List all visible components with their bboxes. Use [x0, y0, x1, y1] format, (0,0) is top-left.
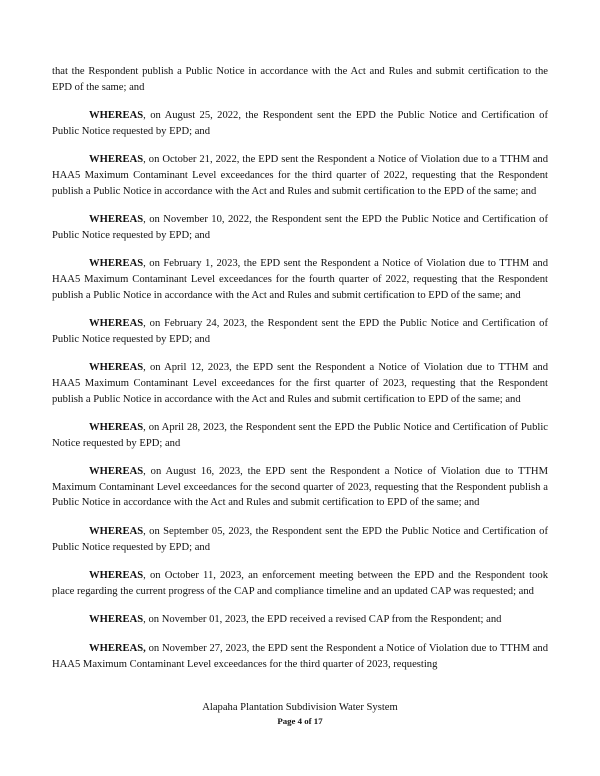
paragraph-text: , on October 21, 2022, the EPD sent the Respondent a Notice of Violation due to a TTHM and HAA5 Maximum Contaminant Level exceedances for the third quarter of 2022, requesting that the Respondent publish a Public Notice in accordance with the Act and Rules and submit certification to the EPD of the same; and: [52, 154, 548, 197]
paragraph: [52, 360, 548, 407]
paragraph: [52, 64, 548, 95]
document-body: [52, 64, 548, 685]
footer-system-name: Alapaha Plantation Subdivision Water System: [202, 702, 398, 713]
paragraph-keyword: WHEREAS: [89, 422, 144, 434]
paragraph-keyword: WHEREAS: [89, 526, 144, 538]
page-footer: [0, 701, 600, 727]
paragraph-text: , on November 10, 2022, the Respondent sent the EPD the Public Notice and Certification of Public Notice requested by EPD; and: [52, 214, 548, 241]
paragraph-text: , on October 11, 2023, an enforcement meeting between the EPD and the Respondent took place regarding the current progress of the CAP and compliance timeline and an updated CAP was requested; and: [52, 570, 548, 597]
paragraph-keyword: WHEREAS,: [89, 643, 146, 655]
paragraph: [52, 316, 548, 347]
paragraph-text: on November 27, 2023, the EPD sent the Respondent a Notice of Violation due to TTHM and HAA5 Maximum Contaminant Level exceedances for the third quarter of 2023, requesting: [52, 643, 548, 670]
paragraph-keyword: WHEREAS: [89, 570, 144, 582]
paragraph-keyword: WHEREAS: [89, 362, 144, 374]
paragraph: [52, 212, 548, 243]
paragraph: [52, 256, 548, 303]
paragraph-text: , on February 24, 2023, the Respondent sent the EPD the Public Notice and Certification of Public Notice requested by EPD; and: [52, 318, 548, 345]
paragraph-keyword: WHEREAS: [89, 258, 144, 270]
paragraph-keyword: WHEREAS: [89, 154, 144, 166]
paragraph: [52, 524, 548, 555]
paragraph: [52, 568, 548, 599]
paragraph: [52, 420, 548, 451]
paragraph-keyword: WHEREAS: [89, 110, 144, 122]
paragraph: [52, 152, 548, 199]
paragraph-text: , on August 16, 2023, the EPD sent the Respondent a Notice of Violation due to TTHM Maximum Contaminant Level exceedances for the second quarter of 2023, requesting that the Respondent publish a Public Notice in accordance with the Act and Rules and submit certification to EPD of the same; and: [52, 466, 548, 509]
paragraph: [52, 108, 548, 139]
paragraph-text: , on November 01, 2023, the EPD received a revised CAP from the Respondent; and: [143, 614, 502, 626]
paragraph-text: that the Respondent publish a Public Notice in accordance with the Act and Rules and submit certification to the EPD of the same; and: [52, 66, 548, 93]
paragraph-text: , on August 25, 2022, the Respondent sent the EPD the Public Notice and Certification of Public Notice requested by EPD; and: [52, 110, 548, 137]
paragraph-keyword: WHEREAS: [89, 466, 144, 478]
paragraph: [52, 464, 548, 511]
paragraph-text: , on April 12, 2023, the EPD sent the Respondent a Notice of Violation due to TTHM and HAA5 Maximum Contaminant Level exceedances for the first quarter of 2023, requesting that the Respondent publish a Public Notice in accordance with the Act and Rules and submit certification to EPD of the same; and: [52, 362, 548, 405]
page-number: Page 4 of 17: [277, 716, 323, 726]
paragraph-text: , on September 05, 2023, the Respondent sent the EPD the Public Notice and Certification of Public Notice requested by EPD; and: [52, 526, 548, 553]
paragraph: [52, 612, 548, 628]
paragraph-keyword: WHEREAS: [89, 614, 144, 626]
paragraph-text: , on February 1, 2023, the EPD sent the Respondent a Notice of Violation due to TTHM and HAA5 Maximum Contaminant Level exceedances for the fourth quarter of 2022, requesting that the Respondent publish a Public Notice in accordance with the Act and Rules and submit certification to EPD of the same; and: [52, 258, 548, 301]
paragraph-text: , on April 28, 2023, the Respondent sent the EPD the Public Notice and Certification of Public Notice requested by EPD; and: [52, 422, 548, 449]
paragraph-keyword: WHEREAS: [89, 214, 144, 226]
paragraph-keyword: WHEREAS: [89, 318, 144, 330]
paragraph: [52, 641, 548, 672]
